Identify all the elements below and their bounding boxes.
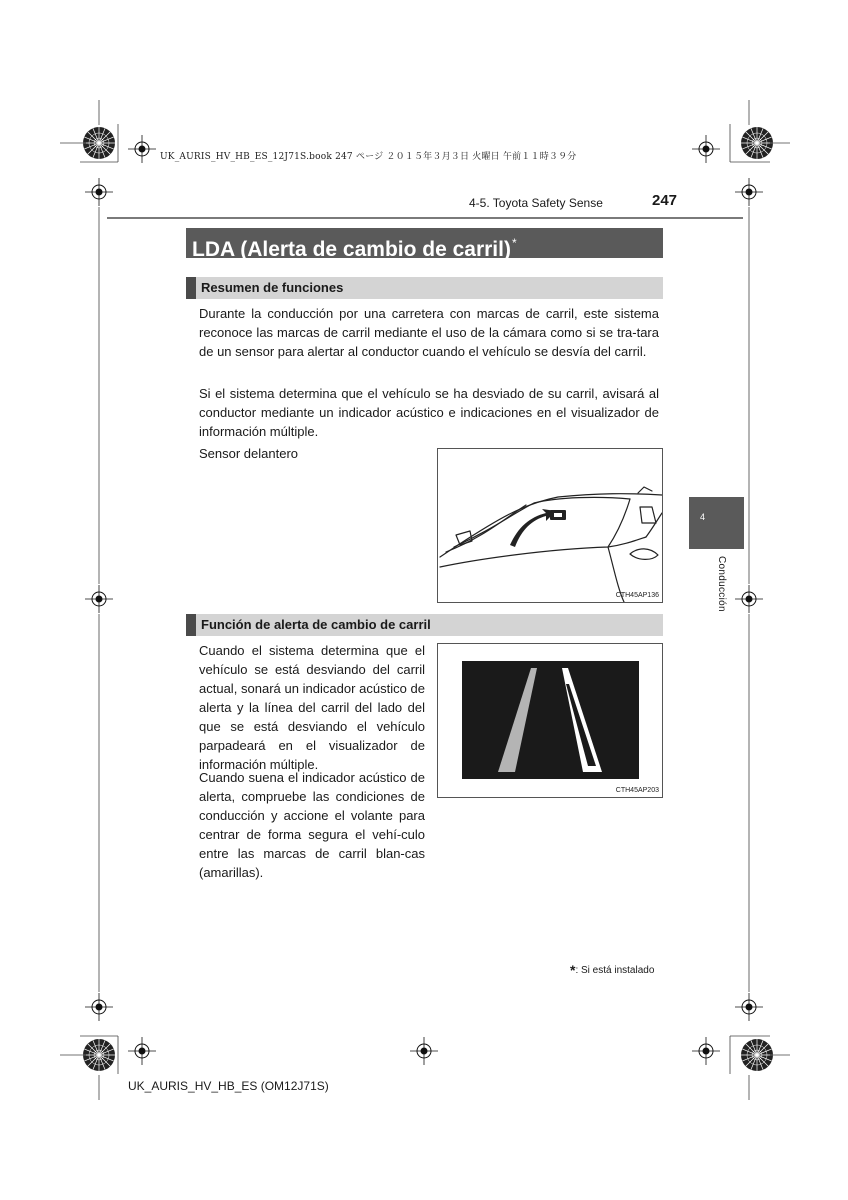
header-rule (107, 217, 743, 219)
footer-code: UK_AURIS_HV_HB_ES (OM12J71S) (128, 1079, 329, 1093)
section-heading: Resumen de funciones (186, 277, 663, 299)
figure-code: CTH45AP203 (615, 787, 659, 794)
page-number: 247 (652, 192, 678, 209)
paragraph: Si el sistema determina que el vehículo se ha desviado de su carril, avisará al conductor mediante un indicador acústico e indicaciones en el visualizador de información múltiple. (199, 386, 659, 439)
lane-display-illustration (438, 644, 662, 797)
title-footnote-marker: * (511, 236, 517, 250)
chapter-tab-label: Conducción (716, 556, 727, 612)
section-label: 4-5. Toyota Safety Sense (469, 196, 603, 210)
book-print-info: UK_AURIS_HV_HB_ES_12J71S.book 247 ページ ２０１５年３月３日 火曜日 午前１１時３９分 (160, 152, 577, 162)
page-title-text: LDA (Alerta de cambio de carril) (192, 238, 511, 261)
chapter-tab-number: 4 (700, 512, 706, 522)
figure-label: Sensor delantero (199, 446, 299, 461)
windshield-illustration (438, 449, 662, 602)
lane-display-figure (437, 643, 663, 798)
paragraph: Durante la conducción por una carretera con marcas de carril, este sistema reconoce las marcas de carril mediante el uso de la cámara como si se tra-tara de un sensor para alertar al conductor cuando el vehículo se desvía del carril. (199, 306, 659, 359)
figure-code: CTH45AP136 (615, 592, 659, 599)
footnote (570, 962, 654, 978)
paragraph: Cuando suena el indicador acústico de alerta, compruebe las condiciones de conducción y accione el volante para centrar de forma segura el vehí-culo entre las marcas de carril blan-cas (amarillas). (199, 770, 425, 880)
paragraph: Cuando el sistema determina que el vehículo se está desviando del carril actual, sonará un indicador acústico de alerta y la línea del carril del lado del que se está desviando el vehículo parpadeará en el visualizador de información múltiple. (199, 643, 425, 772)
page-title (186, 228, 663, 261)
chapter-tab (689, 497, 744, 549)
footnote-text: : Si está instalado (575, 965, 655, 976)
footnote-marker: * (570, 962, 576, 978)
section-heading: Función de alerta de cambio de carril (186, 614, 663, 636)
windshield-camera-figure (437, 448, 663, 603)
